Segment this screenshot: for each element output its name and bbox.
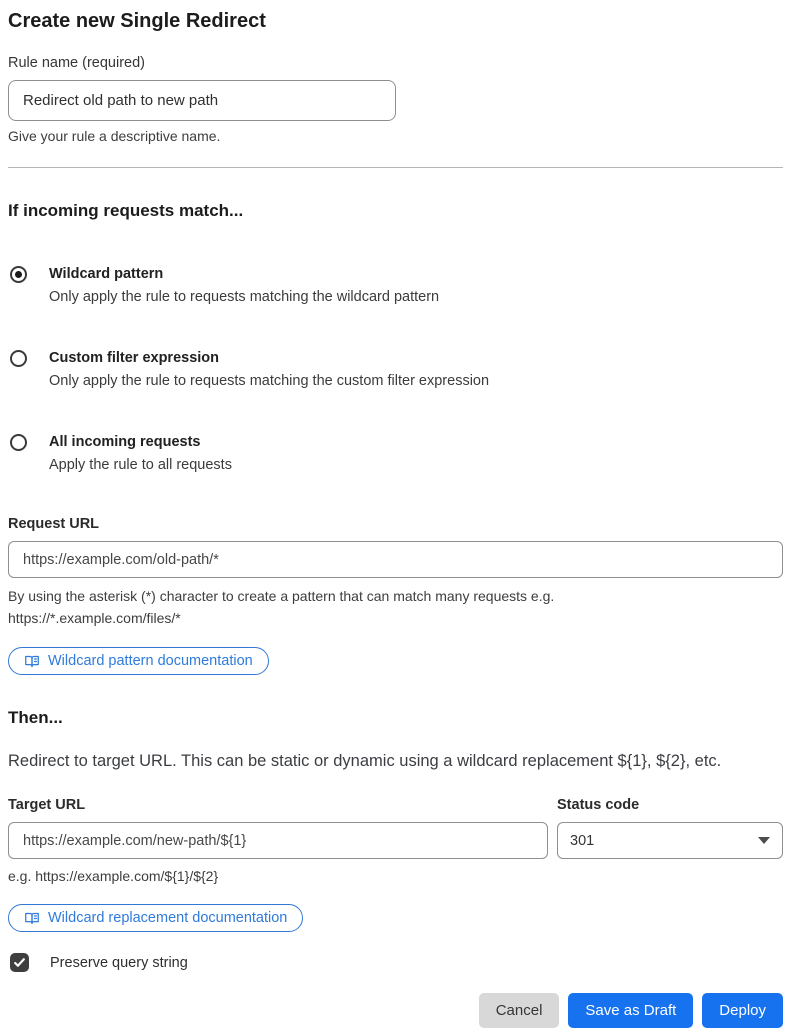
request-url-value: https://example.com/old-path/*: [23, 551, 219, 568]
request-url-label: Request URL: [8, 516, 100, 532]
target-url-helper: e.g. https://example.com/${1}/${2}: [8, 868, 219, 884]
page-title: Create new Single Redirect: [8, 10, 266, 32]
cancel-button[interactable]: Cancel: [479, 993, 560, 1028]
form-footer: [8, 993, 783, 1028]
request-url-helper: By using the asterisk (*) character to create a pattern that can match many requests e.g. https://*.example.com/files/*: [8, 588, 555, 626]
chevron-down-icon: [758, 837, 770, 844]
request-url-input[interactable]: [8, 541, 783, 578]
target-url-value: https://example.com/new-path/${1}: [23, 832, 247, 849]
radio-option-all-requests[interactable]: [8, 433, 783, 474]
match-type-radio-group: [8, 265, 783, 474]
checkbox-checked-icon[interactable]: [10, 953, 29, 972]
open-book-icon: [24, 911, 40, 926]
deploy-button[interactable]: Deploy: [702, 993, 783, 1028]
doc-button-label: Wildcard pattern documentation: [48, 653, 253, 669]
radio-option-description: Apply the rule to all requests: [49, 457, 232, 473]
open-book-icon: [24, 654, 40, 669]
radio-option-description: Only apply the rule to requests matching the custom filter expression: [49, 373, 490, 389]
radio-option-description: Only apply the rule to requests matching the wildcard pattern: [49, 289, 440, 305]
rule-name-value: Redirect old path to new path: [23, 92, 219, 109]
then-section-description: Redirect to target URL. This can be static or dynamic using a wildcard replacement ${1}, ${2}, etc.: [8, 752, 722, 770]
rule-name-helper: Give your rule a descriptive name.: [8, 128, 221, 144]
then-section-heading: Then...: [8, 708, 63, 727]
preserve-query-label: Preserve query string: [50, 954, 188, 971]
section-divider: [8, 167, 783, 168]
radio-option-label: All incoming requests: [49, 434, 201, 450]
rule-name-label: Rule name (required): [8, 55, 146, 71]
wildcard-replacement-doc-button[interactable]: [8, 904, 303, 932]
radio-button-icon[interactable]: [10, 266, 27, 283]
radio-option-label: Wildcard pattern: [49, 266, 164, 282]
radio-button-icon[interactable]: [10, 350, 27, 367]
wildcard-pattern-doc-button[interactable]: [8, 647, 269, 675]
doc-button-label: Wildcard replacement documentation: [48, 910, 288, 926]
checkmark-icon: [13, 956, 26, 969]
radio-option-custom-filter[interactable]: [8, 349, 783, 390]
target-url-input[interactable]: [8, 822, 548, 859]
save-as-draft-button[interactable]: Save as Draft: [568, 993, 693, 1028]
radio-option-wildcard-pattern[interactable]: [8, 265, 783, 306]
match-section-heading: If incoming requests match...: [8, 201, 244, 220]
preserve-query-row[interactable]: [8, 953, 783, 972]
target-status-row: [8, 797, 783, 859]
status-code-select[interactable]: [557, 822, 783, 859]
radio-button-icon[interactable]: [10, 434, 27, 451]
status-code-value: 301: [570, 832, 595, 849]
status-code-label: Status code: [557, 797, 640, 813]
radio-option-label: Custom filter expression: [49, 350, 220, 366]
rule-name-input[interactable]: [8, 80, 396, 121]
target-url-label: Target URL: [8, 797, 86, 813]
